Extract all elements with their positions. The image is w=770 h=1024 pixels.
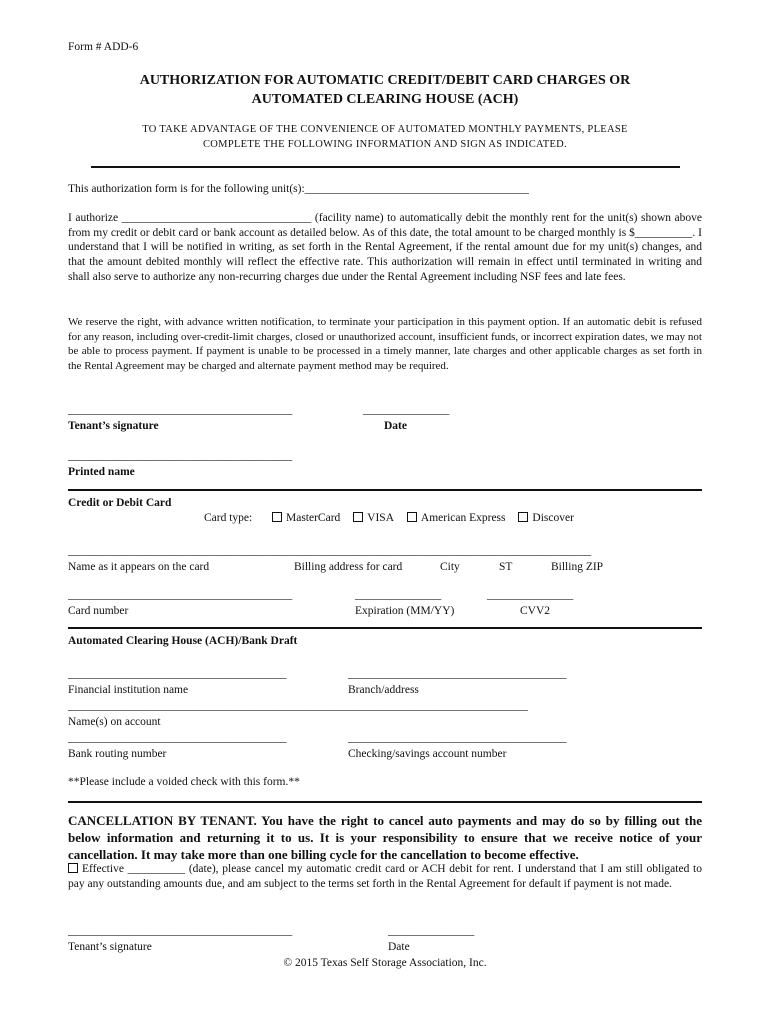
subtitle-line2: COMPLETE THE FOLLOWING INFORMATION AND SIGN AS INDICATED. [203,139,567,150]
card-name-label: Name as it appears on the card [68,561,210,573]
billing-address-label: Billing address for card [294,561,403,573]
checkbox-icon[interactable] [518,512,528,522]
title-line2: AUTOMATED CLEARING HOUSE (ACH) [251,92,519,107]
card-divider [68,489,702,491]
form-number: Form # ADD-6 [68,41,139,53]
names-on-account-label: Name(s) on account [68,716,161,728]
cancel-date-line[interactable]: _______________ [388,925,475,937]
printed-name-label: Printed name [68,466,135,478]
cancel-tenant-signature-line[interactable]: _______________________________________ [68,925,293,937]
account-number-label: Checking/savings account number [348,748,507,760]
tenant-signature-label: Tenant’s signature [68,420,159,432]
voided-check-note: **Please include a voided check with this form.** [68,776,300,788]
header-divider [91,166,680,168]
title-line1: AUTHORIZATION FOR AUTOMATIC CREDIT/DEBIT CARD CHARGES OR [139,73,631,88]
account-number-line[interactable]: ______________________________________ [348,732,567,744]
checkbox-icon[interactable] [272,512,282,522]
state-label: ST [499,561,513,573]
cancel-tenant-signature-label: Tenant’s signature [68,941,152,953]
ach-divider [68,627,702,629]
option-visa[interactable]: VISA [353,512,394,524]
card-number-label: Card number [68,605,129,617]
option-american-express[interactable]: American Express [407,512,506,524]
units-line: This authorization form is for the following unit(s):_______________________________________ [68,183,529,195]
routing-number-label: Bank routing number [68,748,167,760]
reserve-paragraph: We reserve the right, with advance written notification, to terminate your participation in this payment option. If an automatic debit is refused for any reason, including over-credit-limit charges, closed or unauthorized account, insufficient funds, or incorrect expiration dates, we may not be able to process payment. If payment is unable to be processed in a timely manner, late charges and other applicable charges as set forth in the Rental Agreement may be charged and alternate payment method may be required. [68,316,702,373]
cvv-label: CVV2 [520,605,551,617]
cancellation-body: Effective __________ (date), please cancel my automatic credit card or ACH debit for rent. I understand that I am still obligated to pay any outstanding amounts due, and am subject to the terms set forth in the Rental Agreement for default if payment is not made. [68,863,702,890]
routing-number-line[interactable]: ______________________________________ [68,732,287,744]
billing-zip-label: Billing ZIP [551,561,604,573]
printed-name-line[interactable]: _______________________________________ [68,450,293,462]
cancellation-heading: CANCELLATION BY TENANT. You have the right to cancel auto payments and may do so by filling out the below information and returning it to us. It is your responsibility to ensure that we receive notice of your cancellation. It may take more than one billing cycle for the cancellation to become effective. [68,813,702,862]
names-on-account-line[interactable]: ________________________________________________________________________________ [68,700,528,712]
cvv-line[interactable]: _______________ [487,589,574,601]
footer-copyright: © 2015 Texas Self Storage Association, Inc. [283,957,487,969]
tenant-signature-line[interactable]: _______________________________________ [68,404,293,416]
option-discover[interactable]: Discover [518,512,574,524]
card-name-address-line[interactable]: ___________________________________________________________________________________________ [68,545,592,557]
branch-address-label: Branch/address [348,684,419,696]
ach-heading: Automated Clearing House (ACH)/Bank Draft [68,635,298,647]
card-heading: Credit or Debit Card [68,497,172,509]
authorize-paragraph: I authorize _________________________________ (facility name) to automatically debit the monthly rent for the unit(s) shown above from my credit or debit card or bank account as detailed below. As of this date, the total amount to be charged monthly is $__________. I understand that I will be notified in writing, as set forth in the Rental Agreement, if the rental amount due for my unit(s) changes, and that the amount debited monthly will reflect the effective rate. This authorization will remain in effect until terminated in writing and shall also serve to authorize any non-recurring charges due under the Rental Agreement including NSF fees and late fees. [68,212,702,283]
financial-institution-label: Financial institution name [68,684,189,696]
subtitle-line1: TO TAKE ADVANTAGE OF THE CONVENIENCE OF AUTOMATED MONTHLY PAYMENTS, PLEASE [142,124,628,135]
branch-address-line[interactable]: ______________________________________ [348,668,567,680]
checkbox-icon[interactable] [407,512,417,522]
cancel-date-label: Date [388,941,410,953]
card-type-options [272,512,584,524]
checkbox-icon[interactable] [353,512,363,522]
card-type-label: Card type: [204,512,253,524]
financial-institution-line[interactable]: ______________________________________ [68,668,287,680]
cancellation-divider [68,801,702,803]
expiration-label: Expiration (MM/YY) [355,605,455,617]
city-label: City [440,561,460,573]
date-line[interactable]: _______________ [363,404,450,416]
checkbox-icon[interactable] [68,863,78,873]
date-label: Date [384,420,407,432]
expiration-line[interactable]: _______________ [355,589,442,601]
card-number-line[interactable]: _______________________________________ [68,589,293,601]
option-mastercard[interactable]: MasterCard [272,512,340,524]
